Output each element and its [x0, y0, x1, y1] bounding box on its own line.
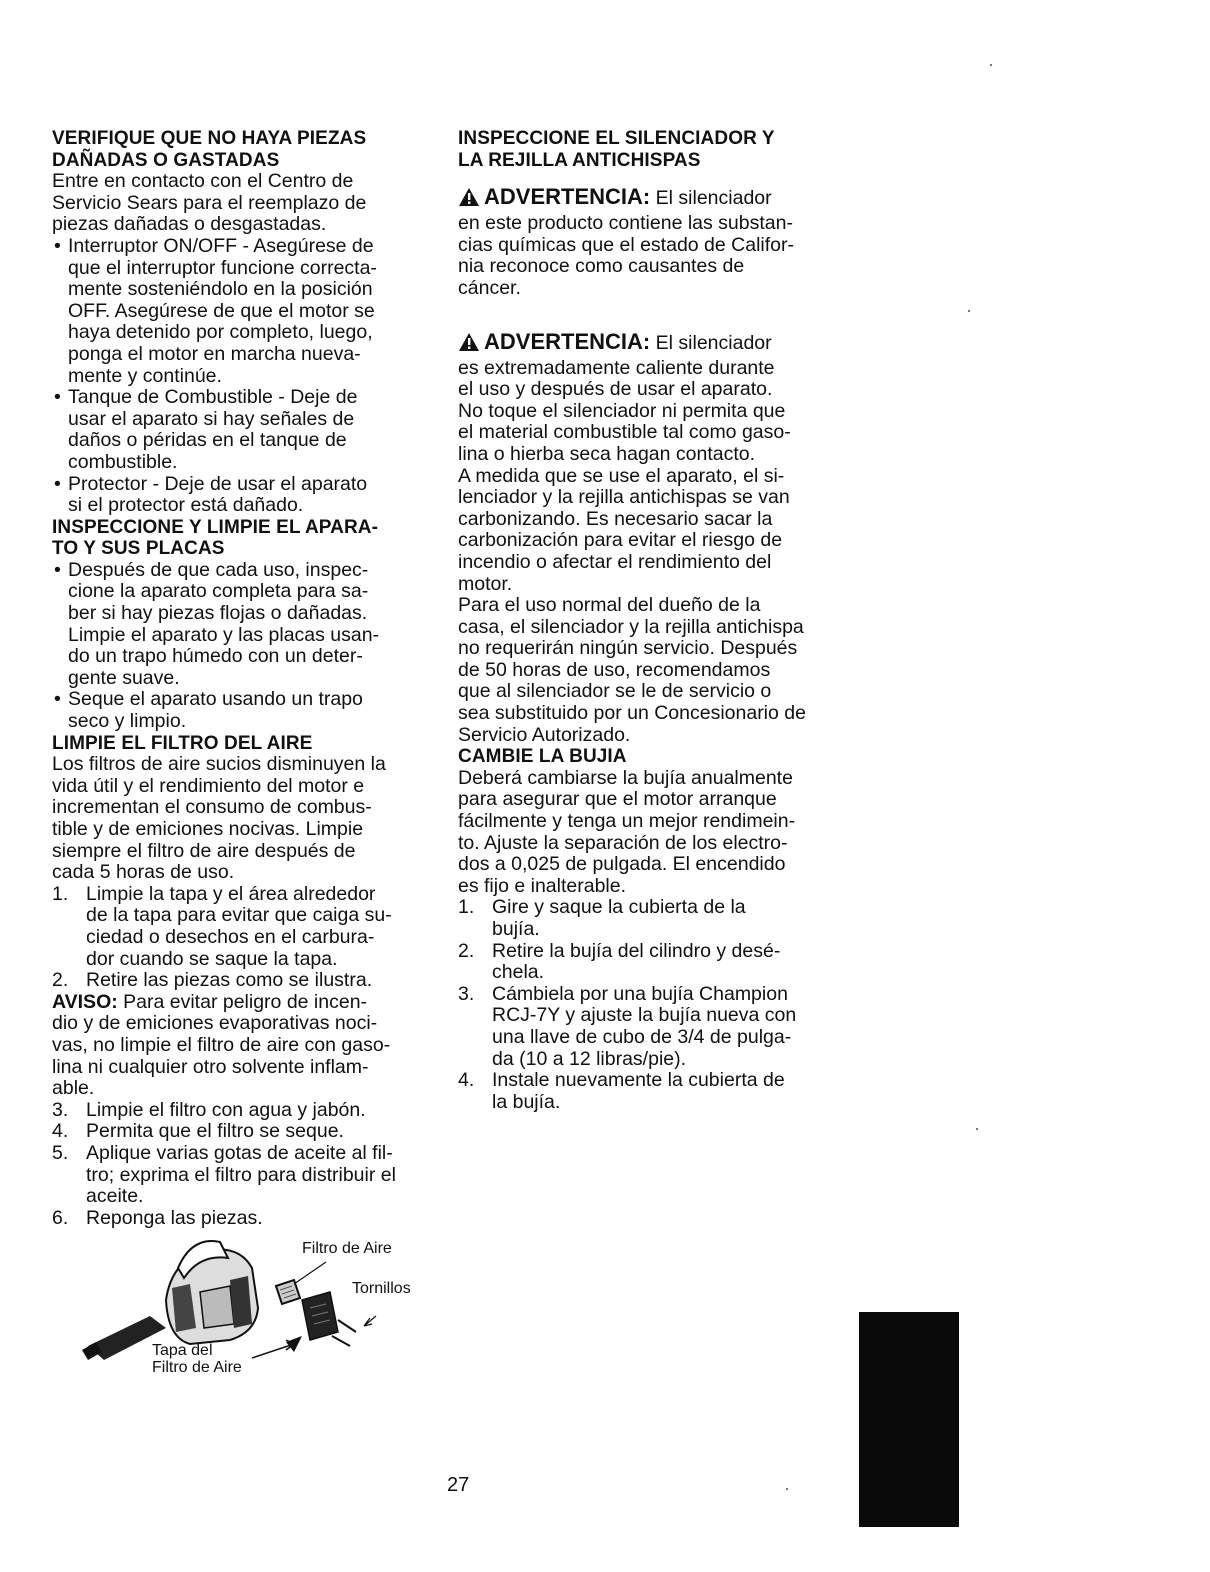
step-item: 2. Retire la bujía del cilindro y desé- chela. [458, 939, 781, 984]
step-item: 1. Gire y saque la cubierta de la bujía. [458, 896, 746, 940]
filter-steps-a [52, 884, 437, 992]
paragraph-carbonizacion: A medida que se use el aparato, el si- lenciador y la rejilla antichispas se van carbonizando. Es necesario sacar la carbonización para evitar el riesgo de incendio o afectar el rendimiento del motor. [458, 464, 790, 595]
bullet-dry: • Seque el aparato usando un trapo seco y limpio. [52, 689, 437, 732]
heading-bujia: CAMBIE LA BUJIA [458, 746, 627, 768]
paragraph-intro: Entre en contacto con el Centro de Servicio Sears para el reemplazo de piezas dañadas o desgastadas. [52, 170, 367, 236]
section-edge-tab [859, 1312, 959, 1527]
heading-silenciador: INSPECCIONE EL SILENCIADOR Y LA REJILLA ANTICHISPAS [458, 128, 775, 171]
bullet-protector: • Protector - Deje de usar el aparato si el protector está dañado. [52, 474, 437, 517]
bullet-list-checks [52, 236, 437, 517]
label-tornillos: Tornillos [352, 1280, 411, 1297]
heading-filtro-aire: LIMPIE EL FILTRO DEL AIRE [52, 732, 313, 754]
step-item: 2. Retire las piezas como se ilustra. [52, 969, 373, 992]
left-column [52, 128, 437, 1229]
trimmer-engine-drawing [80, 1228, 450, 1388]
bullet-tanque: • Tanque de Combustible - Deje de usar el aparato si hay señales de daños o péridas en el tanque de combustible. [52, 387, 437, 473]
heading-verifique: VERIFIQUE QUE NO HAYA PIEZAS DAÑADAS O GASTADAS [52, 128, 367, 171]
bujia-steps [458, 897, 838, 1113]
warning-label: ADVERTENCIA: [484, 184, 651, 210]
scan-speck [786, 1488, 788, 1490]
paragraph-filter-intro: Los filtros de aire sucios disminuyen la vida útil y el rendimiento del motor e incrementan el consumo de combus- tible y de emiciones nocivas. Limpie siempre el filtro de aire después de cada 5 horas de uso. [52, 753, 386, 884]
step-item: 1. Limpie la tapa y el área alrededor de la tapa para evitar que caiga su- ciedad o desechos en el carbura- dor cuando se saque la tapa. [52, 882, 392, 970]
label-filtro-de-aire: Filtro de Aire [302, 1240, 392, 1257]
aviso-label: AVISO: [52, 990, 118, 1013]
paragraph-bujia: Deberá cambiarse la bujía anualmente para asegurar que el motor arranque fácilmente y tenga un mejor rendimein- to. Ajuste la separación de los electro- dos a 0,025 de pulgada. El encendido es fijo e inalterable. [458, 766, 796, 897]
scan-speck [968, 310, 970, 312]
step-item: 4. Instale nuevamente la cubierta de la bujía. [458, 1069, 785, 1113]
warning-text-1: en este producto contiene las substan- cias químicas que el estado de Califor- nia reconoce como causantes de cáncer. [458, 212, 795, 299]
step-item: 5. Aplique varias gotas de aceite al fil- tro; exprima el filtro para distribuir el aceite. [52, 1141, 396, 1208]
heading-inspeccione-aparato: INSPECCIONE Y LIMPIE EL APARA- TO Y SUS PLACAS [52, 516, 379, 560]
step-item: 3. Cámbiela por una bujía Champion RCJ-7Y y ajuste la bujía nueva con una llave de cubo de 3/4 de pulga- da (10 a 12 libras/pie). [458, 982, 797, 1070]
page-number: 27 [447, 1474, 470, 1496]
scan-speck [990, 64, 992, 66]
bullet-interruptor: • Interruptor ON/OFF - Asegúrese de que el interruptor funcione correcta- mente sosteniéndolo en la posición OFF. Asegúrese de que el motor se haya detenido por completo, luego, ponga el motor en marcha nueva- mente y continúe. [52, 236, 437, 387]
step-item: 3. Limpie el filtro con agua y jabón. [52, 1098, 366, 1121]
right-column [458, 128, 838, 1113]
label-tapa-del-filtro: Tapa del Filtro de Aire [152, 1342, 242, 1376]
step-item: 4. Permita que el filtro se seque. [52, 1120, 344, 1143]
warning-triangle-icon [458, 187, 480, 213]
warning-label: ADVERTENCIA: [484, 328, 651, 354]
bullet-inspect: • Después de que cada uso, inspec- cione la aparato completa para sa- ber si hay piezas flojas o dañadas. Limpie el aparato y las placas usan- do un trapo húmedo con un deter- gente suave. [52, 560, 437, 690]
warning-triangle-icon [458, 332, 480, 358]
warning-block-2: ADVERTENCIA: El silenciador [458, 330, 838, 358]
aviso-notice: AVISO: Para evitar peligro de incen- dio y de emiciones evaporativas noci- vas, no limpie el filtro de aire con gaso- lina ni cualquier otro solvente inflam- able. [52, 990, 391, 1100]
air-filter-illustration [80, 1228, 450, 1388]
bullet-list-clean [52, 560, 437, 733]
scan-speck [976, 1128, 978, 1130]
warning-block-1: ADVERTENCIA: El silenciador [458, 185, 838, 213]
warning-text-2: es extremadamente caliente durante el uso y después de usar el aparato. No toque el silenciador ni permita que el material combustible tal como gaso- lina o hierba seca hagan contacto. [458, 356, 791, 465]
filter-steps-b [52, 1100, 437, 1230]
paragraph-servicio: Para el uso normal del dueño de la casa, el silenciador y la rejilla antichispa no requerirán ningún servicio. Después de 50 horas de uso, recomendamos que al silenciador se le de servicio o sea substituido por un Concesionario de Servicio Autorizado. [458, 594, 806, 746]
step-item: 6. Reponga las piezas. [52, 1206, 263, 1229]
